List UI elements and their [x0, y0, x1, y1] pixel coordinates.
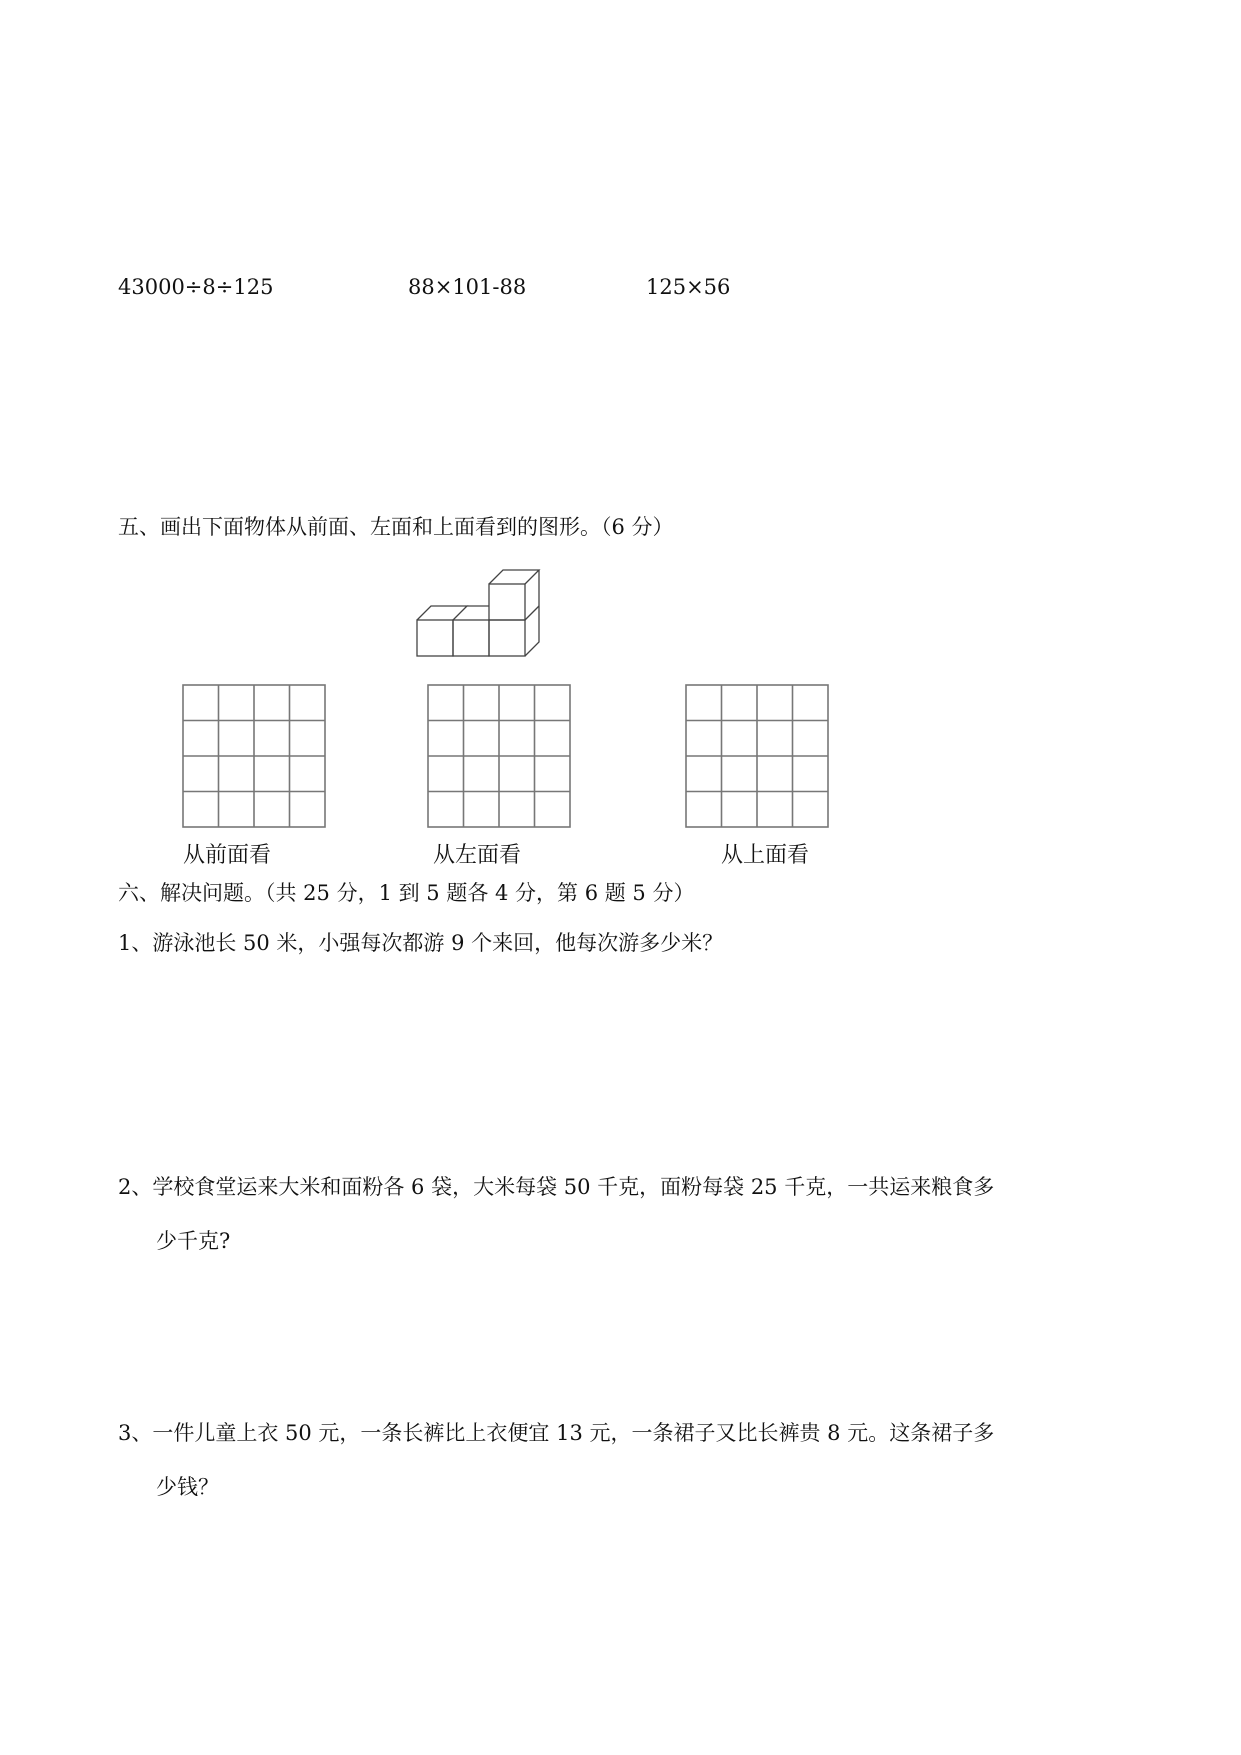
- label-top-view: 从上面看: [721, 843, 810, 868]
- question-3-line-1: 3、一件儿童上衣 50 元，一条长裤比上衣便宜 13 元，一条裙子又比长裤贵 8 元。这条裙子多: [118, 1421, 995, 1445]
- calc-expression-2: 88×101-88: [408, 275, 527, 299]
- calc-expression-1: 43000÷8÷125: [118, 275, 274, 299]
- grid-left-view: [427, 684, 571, 828]
- section6-title: 六、解决问题。（共 25 分，1 到 5 题各 4 分，第 6 题 5 分）: [118, 881, 695, 905]
- section5-title: 五、画出下面物体从前面、左面和上面看到的图形。（6 分）: [118, 515, 674, 539]
- grid-front-view: [182, 684, 326, 828]
- question-2-line-2: 少千克?: [156, 1229, 231, 1253]
- grid-top-view: [685, 684, 829, 828]
- label-front-view: 从前面看: [183, 843, 272, 868]
- question-1: 1、游泳池长 50 米，小强每次都游 9 个来回，他每次游多少米？: [118, 931, 724, 955]
- label-left-view: 从左面看: [433, 843, 522, 868]
- question-2-line-1: 2、学校食堂运来大米和面粉各 6 袋，大米每袋 50 千克，面粉每袋 25 千克，一共运来粮食多: [118, 1175, 995, 1199]
- calc-expression-3: 125×56: [646, 275, 731, 299]
- question-3-line-2: 少钱？: [156, 1475, 219, 1499]
- cube-figure: [415, 568, 545, 658]
